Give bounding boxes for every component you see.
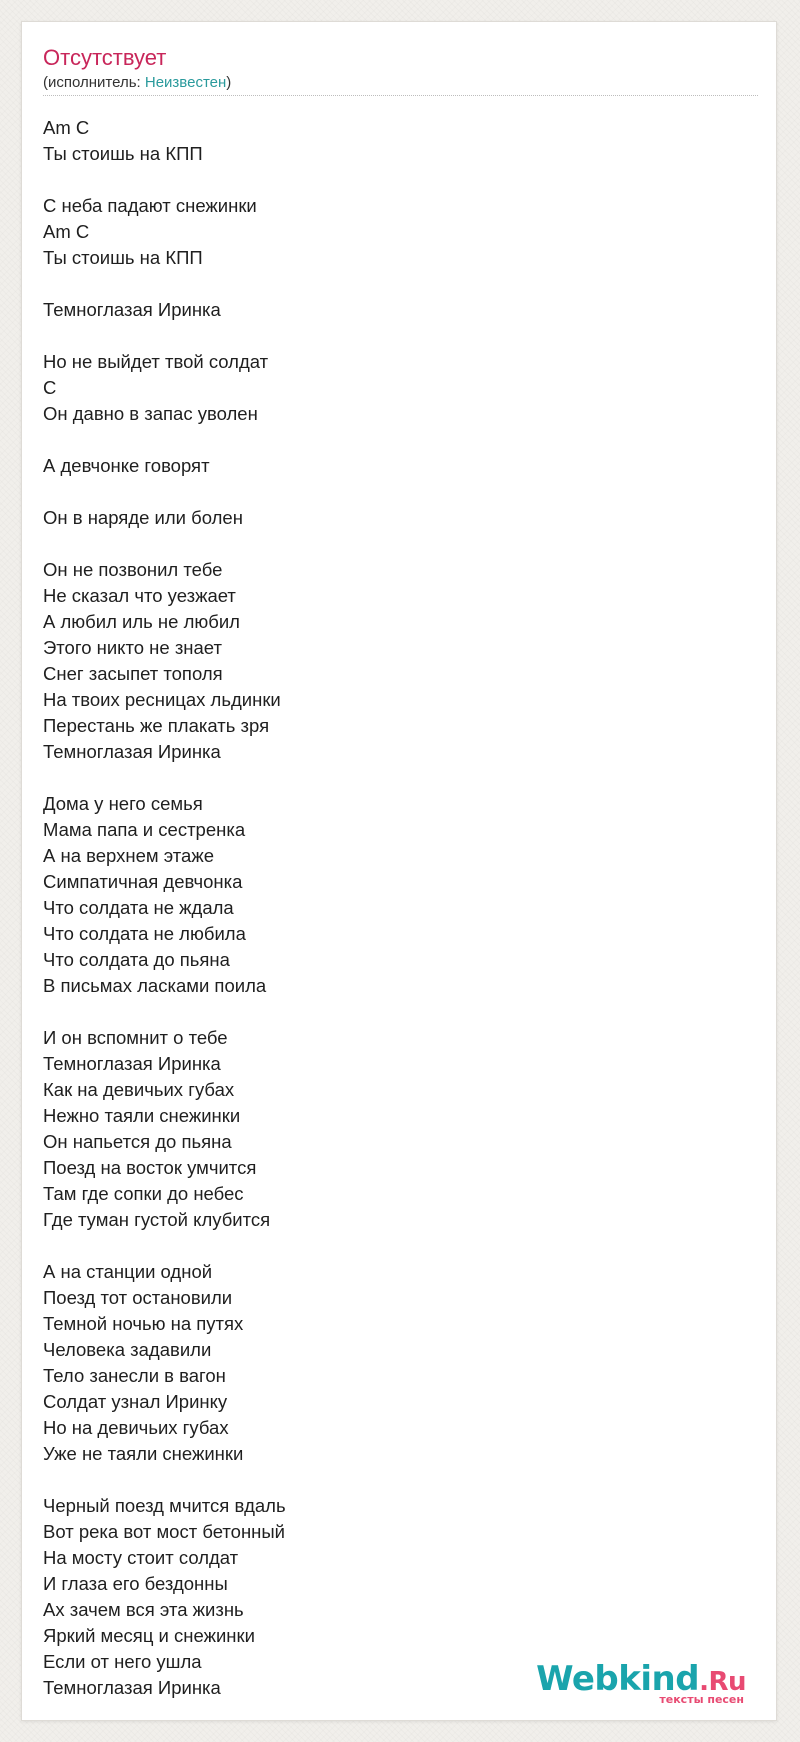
logo-main-text: Webkind: [536, 1659, 700, 1699]
lyric-line: Темноглазая Иринка: [43, 741, 221, 762]
lyric-line: Am C: [43, 117, 90, 138]
lyric-line: Солдат узнал Иринку: [43, 1391, 228, 1412]
lyrics-stanza: [43, 193, 743, 271]
lyric-line: Перестань же плакать зря: [43, 715, 270, 736]
lyric-line: А любил иль не любил: [43, 611, 240, 632]
lyric-line: Ты стоишь на КПП: [43, 247, 203, 268]
lyric-line: Он в наряде или болен: [43, 507, 243, 528]
lyric-line: Нежно таяли снежинки: [43, 1105, 241, 1126]
lyrics-stanza: [43, 349, 743, 427]
lyrics-stanza: [43, 1025, 743, 1233]
lyric-line: С неба падают снежинки: [43, 195, 257, 216]
lyrics-card: [21, 21, 777, 1721]
artist-prefix: (исполнитель:: [43, 74, 145, 91]
lyric-line: А на станции одной: [43, 1261, 213, 1282]
lyric-line: Ты стоишь на КПП: [43, 143, 203, 164]
lyric-line: Человека задавили: [43, 1339, 212, 1360]
lyric-line: Снег засыпет тополя: [43, 663, 223, 684]
lyric-line: C: [43, 377, 57, 398]
lyric-line: Он давно в запас уволен: [43, 403, 258, 424]
lyrics-body: [43, 115, 743, 1727]
lyric-line: Но на девичьих губах: [43, 1417, 229, 1438]
lyric-line: Этого никто не знает: [43, 637, 222, 658]
lyric-line: Мама папа и сестренка: [43, 819, 246, 840]
lyric-line: Там где сопки до небес: [43, 1183, 244, 1204]
lyric-line: В письмах ласками поила: [43, 975, 267, 996]
lyric-line: А девчонке говорят: [43, 455, 210, 476]
lyrics-stanza: [43, 505, 743, 531]
lyric-line: Как на девичьих губах: [43, 1079, 235, 1100]
lyric-line: Вот река вот мост бетонный: [43, 1521, 286, 1542]
lyric-line: Уже не таяли снежинки: [43, 1443, 244, 1464]
artist-line: [43, 73, 231, 93]
lyric-line: Темной ночью на путях: [43, 1313, 244, 1334]
lyrics-stanza: [43, 791, 743, 999]
lyric-line: Темноглазая Иринка: [43, 299, 221, 320]
lyric-line: Темноглазая Иринка: [43, 1053, 221, 1074]
lyric-line: Темноглазая Иринка: [43, 1677, 221, 1698]
lyric-line: И он вспомнит о тебе: [43, 1027, 228, 1048]
lyric-line: Что солдата не любила: [43, 923, 246, 944]
lyric-line: Поезд на восток умчится: [43, 1157, 257, 1178]
lyric-line: И глаза его бездонны: [43, 1573, 228, 1594]
lyric-line: Дома у него семья: [43, 793, 203, 814]
lyric-line: На мосту стоит солдат: [43, 1547, 239, 1568]
lyric-line: Если от него ушла: [43, 1651, 202, 1672]
lyrics-stanza: [43, 115, 743, 167]
lyric-line: Поезд тот остановили: [43, 1287, 233, 1308]
lyric-line: Симпатичная девчонка: [43, 871, 243, 892]
lyric-line: Не сказал что уезжает: [43, 585, 236, 606]
lyric-line: Что солдата не ждала: [43, 897, 234, 918]
lyric-line: Яркий месяц и снежинки: [43, 1625, 255, 1646]
title-divider: [43, 95, 758, 96]
lyric-line: А на верхнем этаже: [43, 845, 214, 866]
logo-tagline: тексты песен: [659, 1693, 744, 1706]
lyric-line: На твоих ресницах льдинки: [43, 689, 281, 710]
lyrics-stanza: [43, 557, 743, 765]
lyric-line: Ах зачем вся эта жизнь: [43, 1599, 244, 1620]
logo-tld: .Ru: [699, 1667, 746, 1697]
artist-link[interactable]: Неизвестен: [144, 74, 227, 91]
lyric-line: Тело занесли в вагон: [43, 1365, 226, 1386]
lyric-line: Где туман густой клубится: [43, 1209, 271, 1230]
artist-suffix: ): [226, 74, 232, 91]
lyrics-stanza: [43, 1259, 743, 1467]
lyric-line: Что солдата до пьяна: [43, 949, 230, 970]
lyric-line: Am C: [43, 221, 90, 242]
lyric-line: Черный поезд мчится вдаль: [43, 1495, 286, 1516]
lyric-line: Он не позвонил тебе: [43, 559, 223, 580]
webkind-logo[interactable]: [536, 1659, 746, 1706]
lyric-line: Но не выйдет твой солдат: [43, 351, 269, 372]
lyrics-stanza: [43, 297, 743, 323]
song-title: Отсутствует: [43, 45, 167, 70]
lyrics-stanza: [43, 453, 743, 479]
lyric-line: Он напьется до пьяна: [43, 1131, 232, 1152]
